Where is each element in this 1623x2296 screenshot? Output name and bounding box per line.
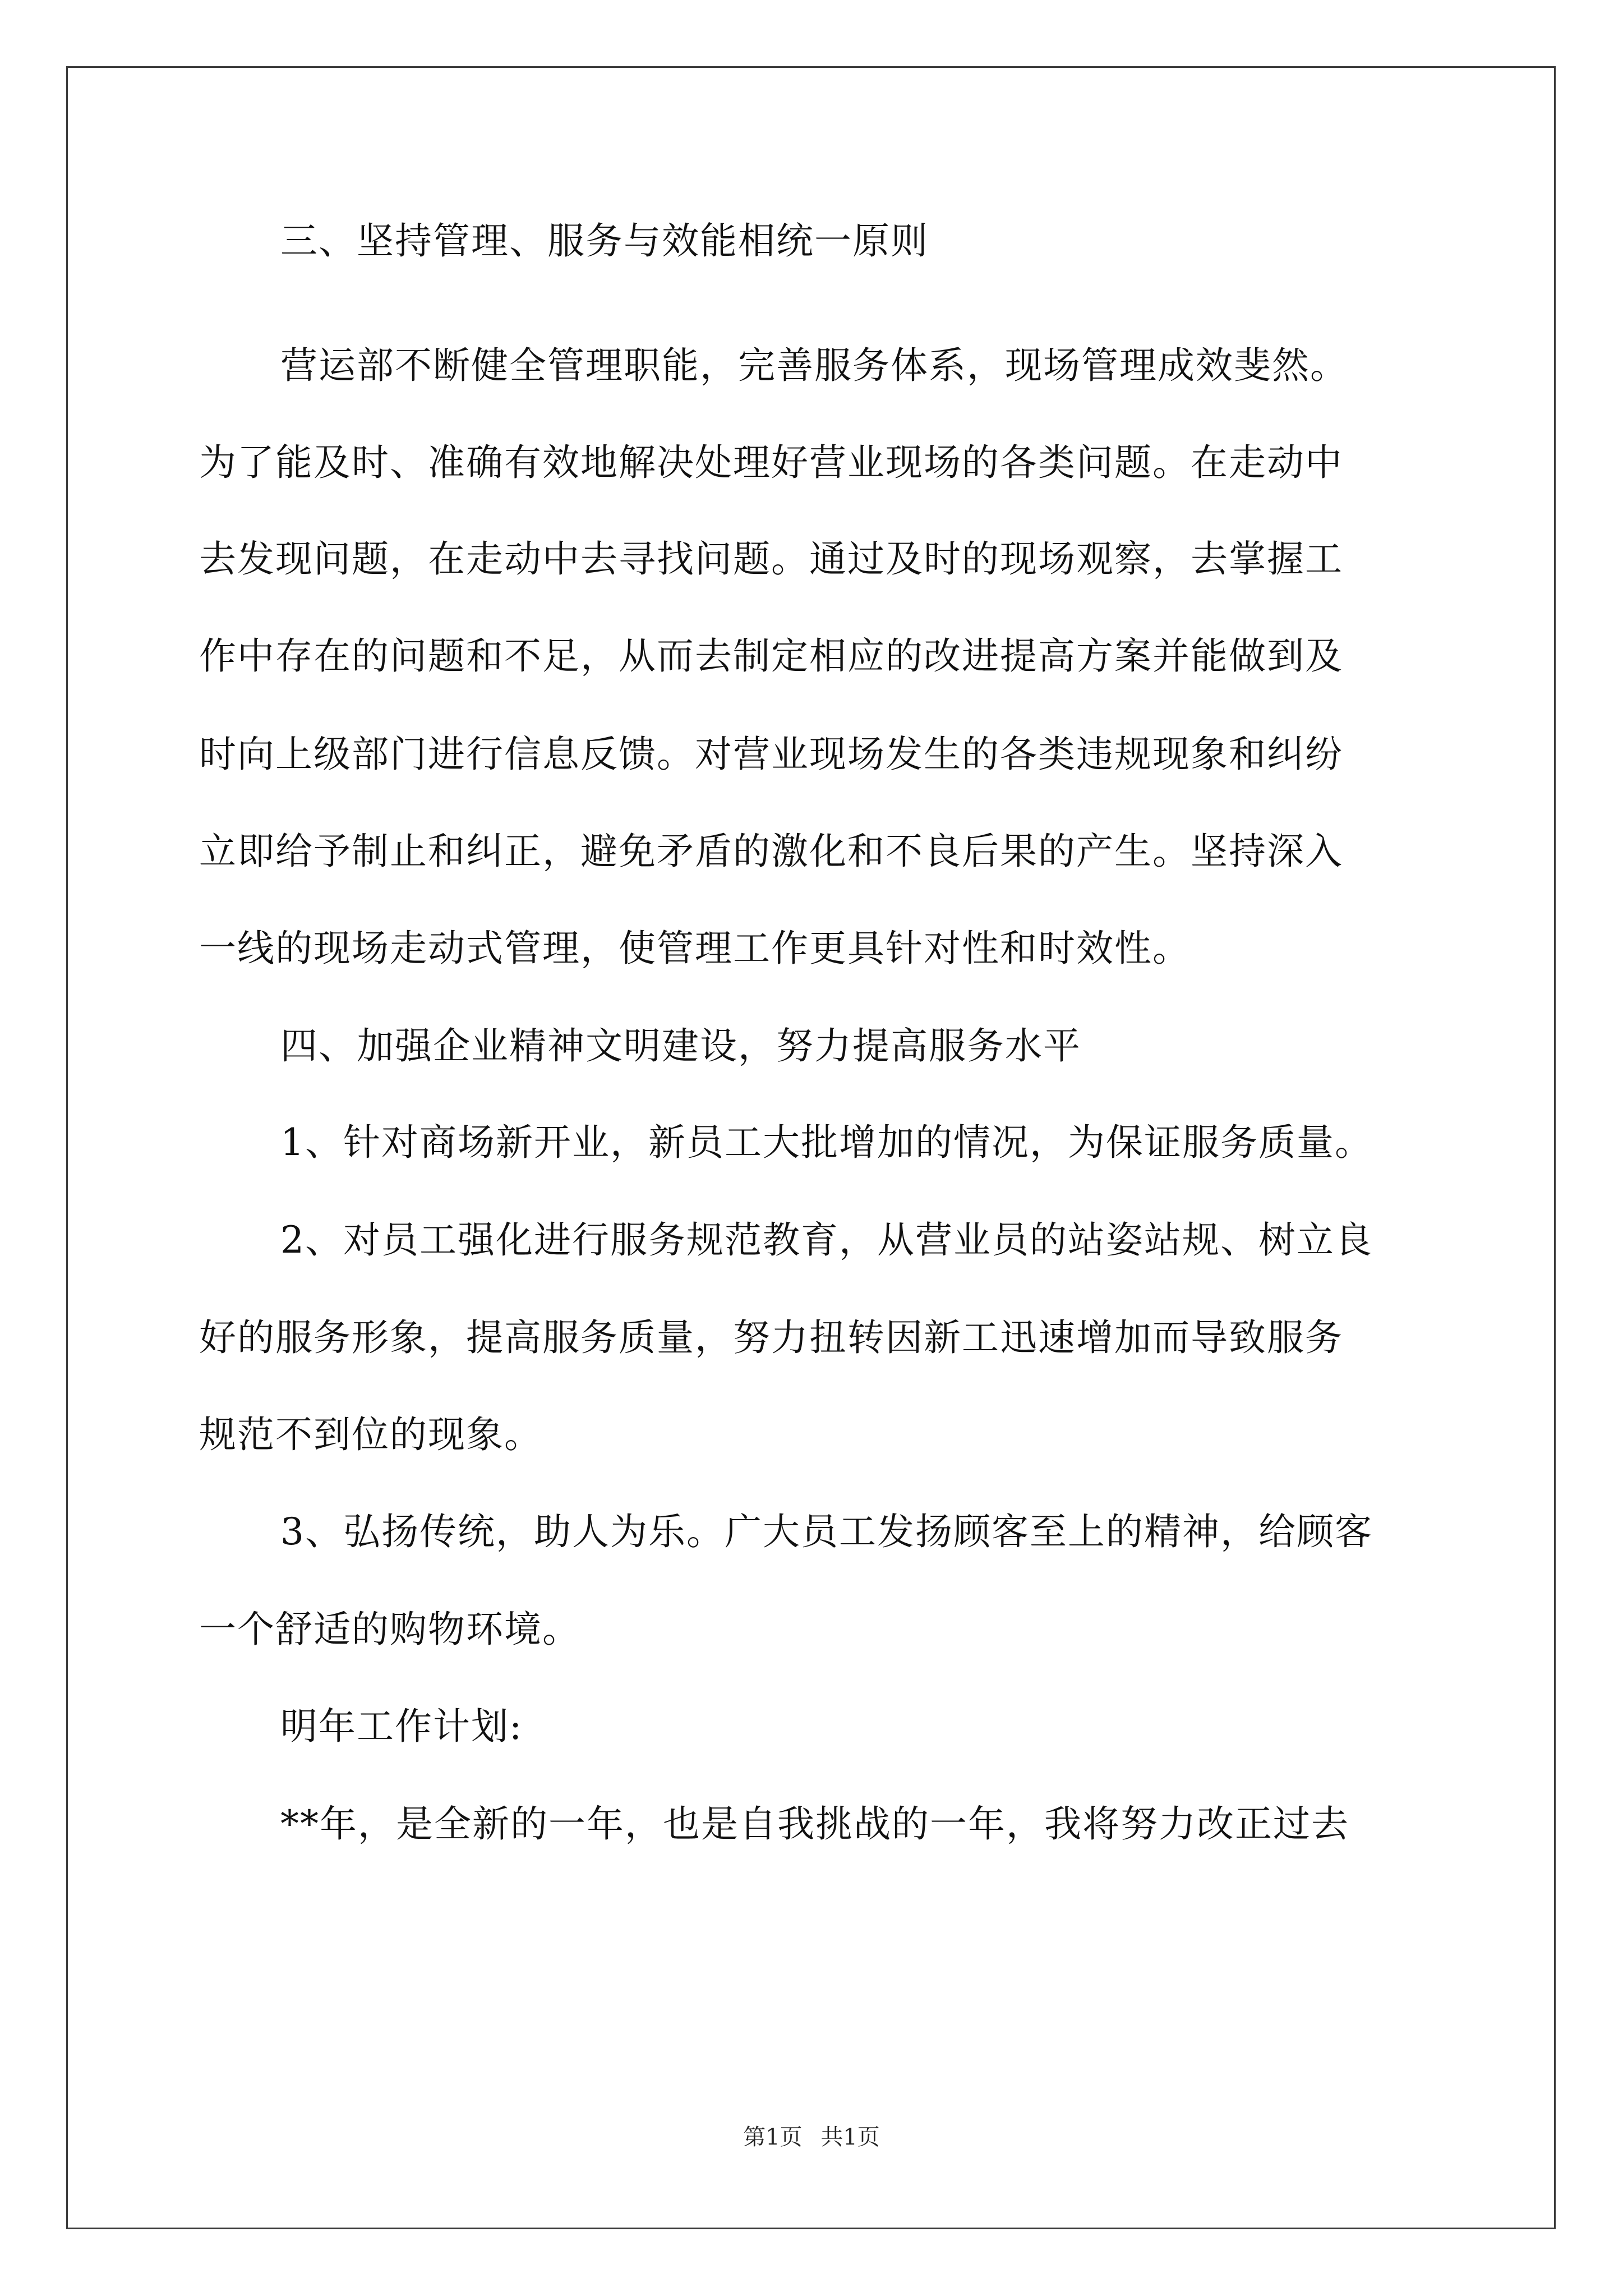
list-item-3: 3、弘扬传统，助人为乐。广大员工发扬顾客至上的精神，给顾客 — [280, 1510, 1373, 1553]
paragraph-line: 立即给予制止和纠正，避免矛盾的激化和不良后果的产生。坚持深入 — [199, 830, 1343, 873]
page-total: 共1页 — [820, 2124, 880, 2150]
paragraph-line: 为了能及时、准确有效地解决处理好营业现场的各类问题。在走动中 — [199, 441, 1343, 484]
paragraph-line: **年，是全新的一年，也是自我挑战的一年，我将努力改正过去 — [280, 1802, 1349, 1846]
paragraph-line: 一线的现场走动式管理，使管理工作更具针对性和时效性。 — [199, 927, 1191, 970]
plan-heading: 明年工作计划: — [280, 1705, 523, 1748]
page-number: 第1页 — [743, 2124, 803, 2150]
paragraph-line: 规范不到位的现象。 — [199, 1413, 542, 1456]
page-footer — [0, 2123, 1623, 2151]
list-item-1: 1、针对商场新开业，新员工大批增加的情况，为保证服务质量。 — [280, 1121, 1373, 1164]
paragraph-line: 时向上级部门进行信息反馈。对营业现场发生的各类违规现象和纠纷 — [199, 733, 1343, 776]
paragraph-line: 作中存在的问题和不足，从而去制定相应的改进提高方案并能做到及 — [199, 634, 1343, 678]
paragraph-line: 一个舒适的购物环境。 — [199, 1608, 580, 1651]
section-heading-3: 三、坚持管理、服务与效能相统一原则 — [280, 219, 929, 263]
paragraph-line: 好的服务形象，提高服务质量，努力扭转因新工迅速增加而导致服务 — [199, 1316, 1343, 1359]
paragraph-line: 去发现问题，在走动中去寻找问题。通过及时的现场观察，去掌握工 — [199, 537, 1343, 581]
paragraph-line: 营运部不断健全管理职能，完善服务体系，现场管理成效斐然。 — [280, 344, 1348, 387]
section-heading-4: 四、加强企业精神文明建设，努力提高服务水平 — [280, 1024, 1081, 1068]
list-item-2: 2、对员工强化进行服务规范教育，从营业员的站姿站规、树立良 — [280, 1218, 1373, 1262]
